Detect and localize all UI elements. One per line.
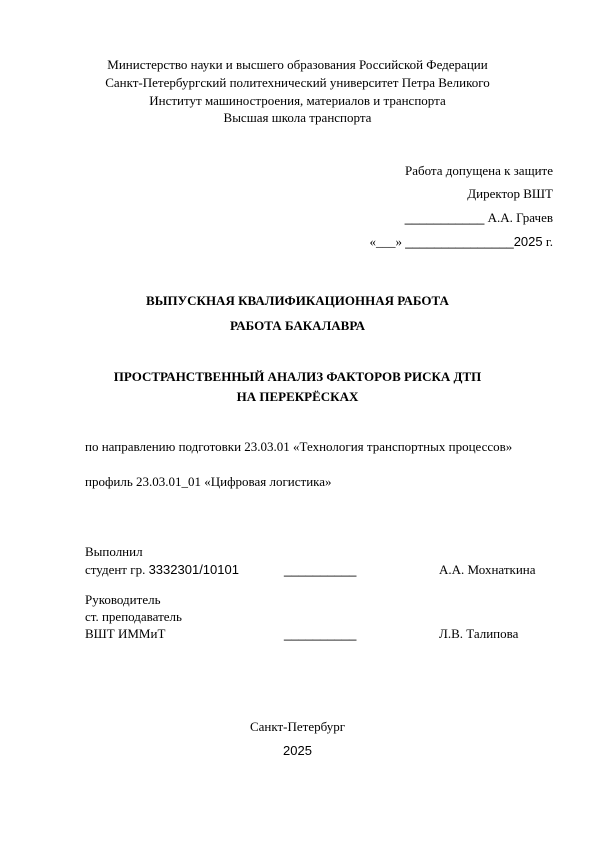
supervisor-name: Л.В. Талипова (439, 626, 519, 641)
year-line: 2025 (283, 743, 312, 758)
student-name: А.А. Мохнаткина (439, 562, 536, 577)
student-signature-blank: __________ (284, 562, 357, 577)
approval-date-line (370, 234, 554, 250)
director-line: Директор ВШТ (467, 186, 553, 201)
school-line: Высшая школа транспорта (223, 110, 372, 125)
director-name: А.А. Грачев (487, 210, 553, 225)
student-group: 3332301/10101 (148, 562, 239, 577)
supervisor-position: ст. преподаватель (85, 609, 182, 624)
work-type-heading: ВЫПУСКНАЯ КВАЛИФИКАЦИОННАЯ РАБОТА (146, 293, 449, 308)
ministry-line: Министерство науки и высшего образования Российской Федерации (107, 57, 488, 72)
student-prefix: студент гр. (85, 562, 149, 577)
signature-blank: ___________ (404, 210, 485, 225)
direction-line: по направлению подготовки 23.03.01 «Технология транспортных процессов» (85, 439, 513, 454)
profile-line: профиль 23.03.01_01 «Цифровая логистика» (85, 474, 332, 489)
date-year: 2025 (513, 234, 543, 249)
city-line: Санкт-Петербург (249, 719, 346, 734)
performed-label: Выполнил (85, 544, 143, 559)
date-day-blank: «___» (369, 234, 402, 249)
topic-heading-line2: НА ПЕРЕКРЁСКАХ (236, 389, 359, 404)
director-signature-line (405, 210, 553, 226)
supervisor-signature-blank: __________ (284, 626, 357, 641)
supervisor-label: Руководитель (85, 592, 161, 607)
supervisor-dept: ВШТ ИММиТ (85, 626, 166, 641)
topic-heading-line1: ПРОСТРАНСТВЕННЫЙ АНАЛИЗ ФАКТОРОВ РИСКА ДТП (113, 369, 482, 384)
date-month-blank: _______________ (405, 234, 514, 249)
institute-line: Институт машиностроения, материалов и транспорта (149, 93, 446, 108)
student-line (85, 562, 239, 578)
degree-heading: РАБОТА БАКАЛАВРА (230, 318, 365, 333)
university-line: Санкт-Петербургский политехнический университет Петра Великого (105, 75, 490, 90)
admission-line: Работа допущена к защите (404, 163, 553, 178)
date-suffix: г. (545, 234, 553, 249)
